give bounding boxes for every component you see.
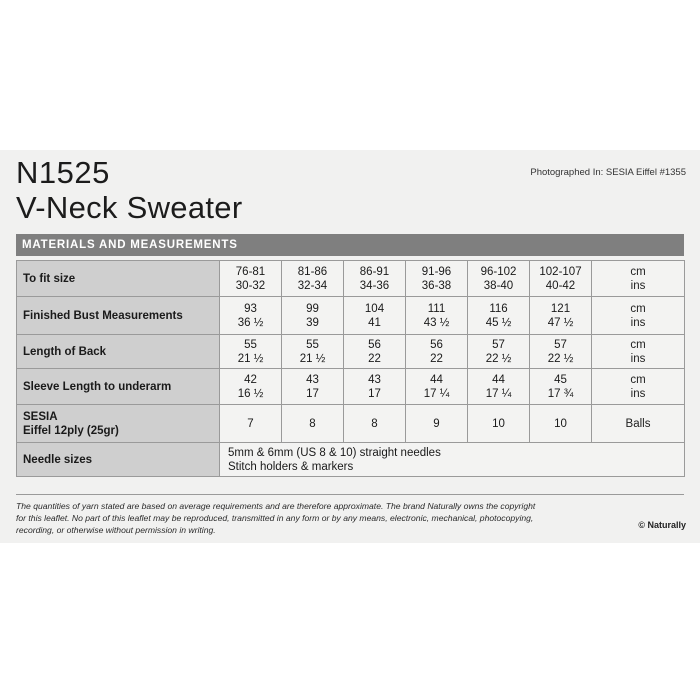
pattern-title: V-Neck Sweater [16, 190, 243, 225]
measurements-table [16, 260, 685, 477]
copyright-notice: The quantities of yarn stated are based on average requirements and are therefore approximate. The brand Naturally owns the copyright for this leaflet. No part of this leaflet may be reproduced, transmitted in any form or by any means, electronic, mechanical, photocopying, recording, or otherwise without permission in writing. [16, 501, 536, 535]
photographed-note: Photographed In: SESIA Eiffel #1355 [530, 167, 686, 178]
table-cell: 121 47 ½ [530, 297, 592, 335]
row-label: Finished Bust Measurements [17, 297, 220, 335]
table-row [17, 405, 685, 443]
table-row [17, 443, 685, 477]
table-cell: 57 22 ½ [530, 335, 592, 369]
table-cell: 56 22 [406, 335, 468, 369]
table-cell: 116 45 ½ [468, 297, 530, 335]
table-cell: 9 [406, 405, 468, 443]
table-cell: 99 39 [282, 297, 344, 335]
table-cell: 91-96 36-38 [406, 261, 468, 297]
row-label: To fit size [17, 261, 220, 297]
table-row [17, 297, 685, 335]
table-cell: 55 21 ½ [282, 335, 344, 369]
row-label: SESIA Eiffel 12ply (25gr) [17, 405, 220, 443]
table-cell: 44 17 ¼ [468, 369, 530, 405]
table-cell: 104 41 [344, 297, 406, 335]
table-cell: 43 17 [282, 369, 344, 405]
table-cell: 55 21 ½ [220, 335, 282, 369]
table-cell: 42 16 ½ [220, 369, 282, 405]
table-cell: 43 17 [344, 369, 406, 405]
table-cell: 10 [468, 405, 530, 443]
unit-cell: cm ins [592, 261, 685, 297]
row-label: Length of Back [17, 335, 220, 369]
unit-cell: Balls [592, 405, 685, 443]
table-cell: 44 17 ¼ [406, 369, 468, 405]
table-cell: 10 [530, 405, 592, 443]
table-cell: 96-102 38-40 [468, 261, 530, 297]
table-cell: 56 22 [344, 335, 406, 369]
divider [16, 494, 684, 495]
table-cell: 93 36 ½ [220, 297, 282, 335]
needle-details: 5mm & 6mm (US 8 & 10) straight needles Stitch holders & markers [220, 443, 685, 477]
unit-cell: cm ins [592, 297, 685, 335]
table-cell: 102-107 40-42 [530, 261, 592, 297]
table-cell: 8 [282, 405, 344, 443]
unit-cell: cm ins [592, 369, 685, 405]
table-cell: 76-81 30-32 [220, 261, 282, 297]
table-cell: 111 43 ½ [406, 297, 468, 335]
pattern-code: N1525 [16, 155, 110, 190]
table-cell: 81-86 32-34 [282, 261, 344, 297]
brand-mark: © Naturally [638, 520, 686, 530]
row-label: Needle sizes [17, 443, 220, 477]
table-cell: 45 17 ¾ [530, 369, 592, 405]
unit-cell: cm ins [592, 335, 685, 369]
table-cell: 8 [344, 405, 406, 443]
row-label: Sleeve Length to underarm [17, 369, 220, 405]
table-row [17, 369, 685, 405]
table-row [17, 261, 685, 297]
table-cell: 57 22 ½ [468, 335, 530, 369]
table-cell: 7 [220, 405, 282, 443]
table-row [17, 335, 685, 369]
section-banner: MATERIALS AND MEASUREMENTS [16, 234, 684, 256]
table-cell: 86-91 34-36 [344, 261, 406, 297]
